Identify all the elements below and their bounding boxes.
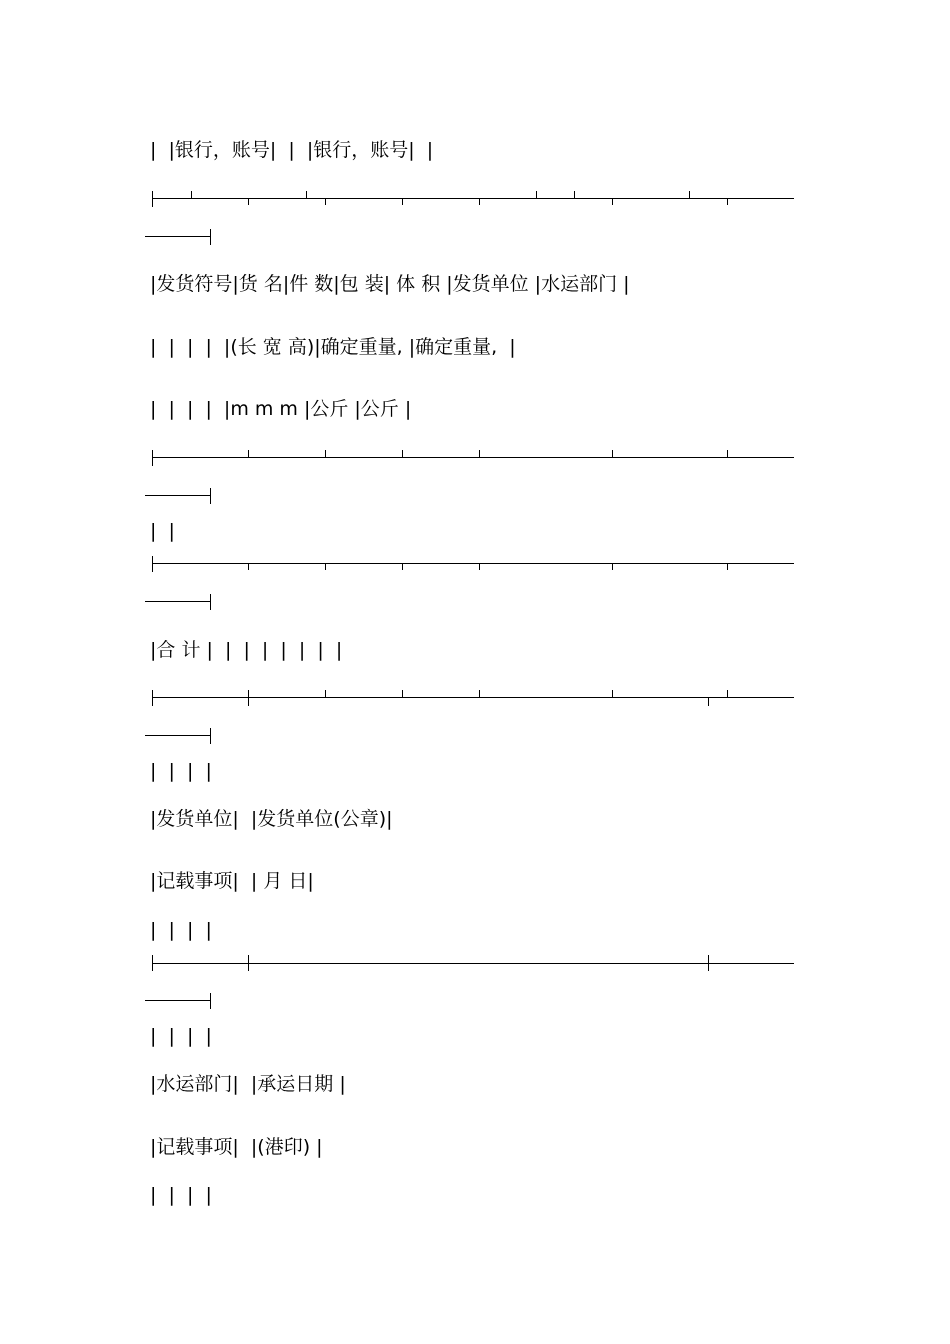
row-header-dimensions: | | | | |(长 宽 高)|确定重量, |确定重量, | (150, 336, 516, 358)
row-blank-1: | | | | (150, 760, 212, 782)
row-blank-2: | | | | (150, 919, 212, 941)
row-blank-entry: | | (150, 520, 175, 542)
row-blank-4: | | | | (150, 1184, 212, 1206)
row-header-names: |发货符号|货 名|件 数|包 装| 体 积 |发货单位 |水运部门 | (150, 273, 630, 295)
row-carrier-notes: |记载事项| |(港印) | (150, 1136, 323, 1158)
row-total: |合 计 | | | | | | | | (150, 639, 343, 661)
row-carrier: |水运部门| |承运日期 | (150, 1073, 346, 1095)
row-shipper: |发货单位| |发货单位(公章)| (150, 808, 393, 830)
row-header-units: | | | | |m m m |公斤 |公斤 | (150, 398, 412, 420)
row-shipper-notes: |记载事项| | 月 日| (150, 870, 314, 892)
row-bank-account: | |银行，账号| | |银行，账号| | (150, 139, 434, 161)
row-blank-3: | | | | (150, 1025, 212, 1047)
